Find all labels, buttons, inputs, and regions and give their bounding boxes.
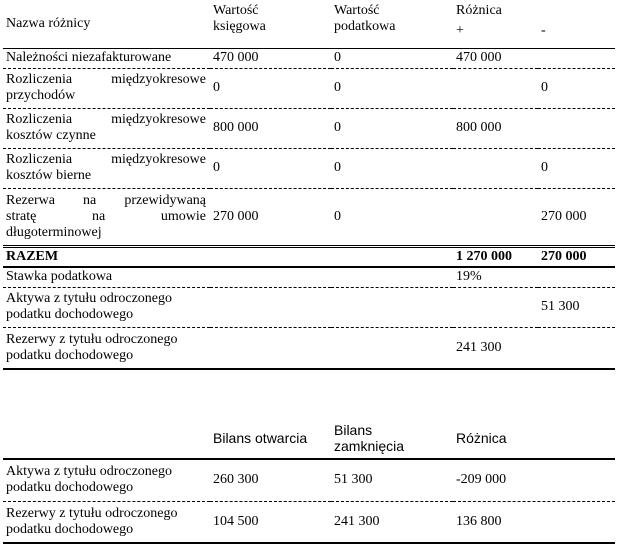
header-minus-sign: - [541, 23, 546, 38]
row-book [210, 148, 331, 188]
row-book-text: 800 000 [213, 120, 259, 135]
row-name [3, 48, 210, 68]
table-spacer [3, 370, 617, 418]
deferred-tax-differences-table [3, 0, 615, 370]
row-minus-text: 270 000 [541, 208, 587, 224]
empty-cell [210, 287, 331, 327]
deferred-reserve-plus-text: 241 300 [456, 339, 502, 355]
row-book [210, 48, 331, 68]
deferred-asset-minus-text: 51 300 [541, 299, 580, 314]
row-name-line2: przychodów [6, 88, 76, 103]
total-plus [453, 246, 538, 267]
row-tax [331, 48, 453, 68]
header-opening [210, 418, 331, 459]
header-closing-line1: Bilans [334, 422, 373, 438]
header-closing [331, 418, 453, 459]
row-name-line1: Rozliczenia międzyokresowe [6, 72, 206, 87]
deferred-asset-label [3, 287, 210, 327]
tax-rate-value-text: 19% [456, 269, 482, 285]
header-book-value-line2: księgowa [213, 19, 266, 34]
header-tax-value-line2: podatkowa [334, 19, 396, 34]
row-difference [453, 459, 615, 501]
row-minus [538, 148, 615, 188]
balance-header-row [3, 418, 615, 459]
header-name [3, 0, 210, 48]
row-closing-text: 51 300 [334, 472, 373, 488]
table-row [3, 148, 615, 188]
row-opening-text: 104 500 [213, 513, 259, 529]
empty-cell [331, 327, 453, 369]
row-book [210, 108, 331, 148]
table-row [3, 188, 615, 246]
deferred-asset-row [3, 287, 615, 327]
total-minus-text: 270 000 [541, 248, 587, 264]
total-book [210, 246, 331, 267]
row-name [3, 501, 210, 543]
header-minus [538, 0, 615, 48]
row-closing [331, 459, 453, 501]
row-tax [331, 188, 453, 246]
row-minus [538, 108, 615, 148]
deferred-reserve-label [3, 327, 210, 369]
empty-cell [538, 327, 615, 369]
table-row [3, 108, 615, 148]
row-name-line1: Rozliczenia międzyokresowe [6, 152, 206, 167]
header-difference-text: Różnica [456, 430, 507, 446]
tax-rate-value [453, 267, 538, 287]
row-plus [453, 68, 538, 108]
total-label-text: RAZEM [6, 248, 59, 264]
row-minus [538, 68, 615, 108]
row-name-line2: kosztów bierne [6, 168, 92, 183]
header-closing-line2: zamknięcia [334, 438, 405, 454]
row-difference-text: 136 800 [456, 513, 502, 529]
row-minus [538, 48, 615, 68]
row-name-line2: podatku dochodowego [6, 521, 134, 537]
total-minus [538, 246, 615, 267]
empty-cell [453, 287, 538, 327]
header-tax-value [331, 0, 453, 48]
deferred-asset-label-line2: podatku dochodowego [6, 307, 134, 322]
total-label [3, 246, 210, 267]
row-minus-text: 0 [541, 80, 548, 95]
row-tax-text: 0 [334, 120, 341, 135]
empty-cell [210, 267, 331, 287]
tax-rate-row [3, 267, 615, 287]
header-opening-text: Bilans otwarcia [213, 430, 308, 446]
deferred-reserve-label-line1: Rezerwy z tytułu odroczonego [6, 331, 178, 347]
row-name-line2: kosztów czynne [6, 128, 96, 143]
row-name-line2: stratę na umowie [6, 208, 206, 224]
row-name-line1: Rezerwa na przewidywaną [6, 192, 206, 208]
header-plus-sign: + [456, 23, 464, 38]
row-name [3, 459, 210, 501]
row-book-text: 0 [213, 160, 220, 175]
row-tax-text: 0 [334, 80, 341, 95]
row-name-line2: podatku dochodowego [6, 480, 134, 496]
row-plus [453, 108, 538, 148]
deferred-reserve-plus [453, 327, 538, 369]
header-book-value-line1: Wartość [213, 3, 259, 18]
deferred-reserve-label-line2: podatku dochodowego [6, 347, 134, 363]
row-plus-text: 800 000 [456, 120, 502, 135]
row-book-text: 270 000 [213, 208, 259, 224]
row-minus [538, 188, 615, 246]
row-minus-text: 0 [541, 160, 548, 175]
row-tax-text: 0 [334, 50, 341, 65]
row-difference [453, 501, 615, 543]
row-plus [453, 148, 538, 188]
document [3, 0, 617, 544]
row-name-line3: długoterminowej [6, 224, 102, 240]
row-tax [331, 108, 453, 148]
row-tax-text: 0 [334, 160, 341, 175]
row-opening [210, 501, 331, 543]
row-name-line1: Rezerwy z tytułu odroczonego [6, 505, 178, 521]
row-closing-text: 241 300 [334, 513, 380, 529]
row-name-line1: Aktywa z tytułu odroczonego [6, 464, 173, 480]
table-row [3, 68, 615, 108]
row-difference-text: -209 000 [456, 472, 507, 488]
empty-cell [3, 418, 210, 459]
balance-comparison-table [3, 418, 615, 544]
row-book-text: 0 [213, 80, 220, 95]
table-row [3, 501, 615, 543]
total-row [3, 246, 615, 267]
empty-cell [210, 327, 331, 369]
tax-rate-label [3, 267, 210, 287]
row-plus [453, 188, 538, 246]
row-plus [453, 48, 538, 68]
row-book-text: 470 000 [213, 50, 259, 65]
row-name-text: Należności niezafakturowane [6, 50, 172, 65]
empty-cell [331, 267, 453, 287]
total-plus-text: 1 270 000 [456, 248, 512, 264]
row-name-line1: Rozliczenia międzyokresowe [6, 112, 206, 127]
table-row [3, 459, 615, 501]
row-closing [331, 501, 453, 543]
row-name [3, 148, 210, 188]
header-name-text: Nazwa różnicy [6, 15, 91, 31]
empty-cell [538, 267, 615, 287]
header-row [3, 0, 615, 48]
row-tax-text: 0 [334, 208, 341, 224]
deferred-asset-label-line1: Aktywa z tytułu odroczonego [6, 291, 173, 306]
deferred-reserve-row [3, 327, 615, 369]
header-difference-plus [453, 0, 538, 48]
row-book [210, 188, 331, 246]
row-name [3, 108, 210, 148]
header-difference [453, 418, 615, 459]
header-difference-text: Różnica [456, 3, 502, 18]
total-tax [331, 246, 453, 267]
row-tax [331, 148, 453, 188]
row-name [3, 68, 210, 108]
table-row [3, 48, 615, 68]
empty-cell [331, 287, 453, 327]
row-book [210, 68, 331, 108]
tax-rate-label-text: Stawka podatkowa [6, 269, 113, 285]
deferred-asset-minus [538, 287, 615, 327]
header-book-value [210, 0, 331, 48]
row-tax [331, 68, 453, 108]
row-name [3, 188, 210, 246]
row-opening-text: 260 300 [213, 472, 259, 488]
header-tax-value-line1: Wartość [334, 3, 380, 18]
row-plus-text: 470 000 [456, 50, 502, 65]
row-opening [210, 459, 331, 501]
